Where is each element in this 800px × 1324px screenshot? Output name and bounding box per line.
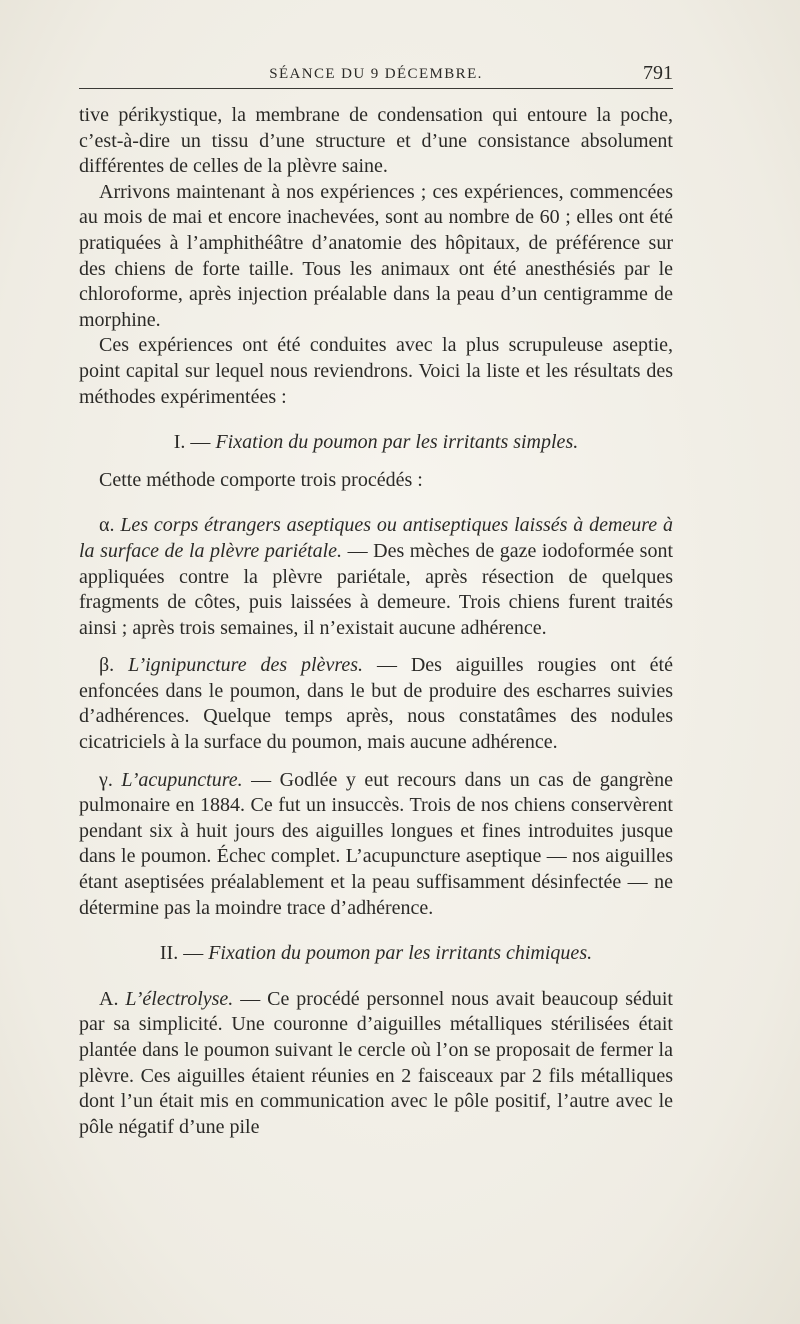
paragraph-asepsis: Ces expériences ont été conduites avec la plus scrupuleuse aseptie, point capital sur lequel nous reviendrons. Voici la liste et les résultats des méthodes expérimentées : bbox=[79, 334, 673, 408]
procedure-alpha-lead: α. bbox=[99, 514, 115, 537]
procedure-beta bbox=[79, 653, 673, 755]
section-heading-1 bbox=[79, 430, 673, 456]
procedure-a-text: — Ce procédé personnel nous avait beaucoup séduit par sa simplicité. Une couronne d’aiguilles métalliques stérilisées était plantée dans le poumon suivant le cercle où l’on se proposait de fermer la plèvre. Ces aiguilles étaient réunies en 2 faisceaux par 2 fils métalliques dont l’un était mis en communication avec le pôle positif, l’autre avec le pôle négatif d’une pile bbox=[79, 987, 673, 1138]
procedure-gamma-title: L’acupuncture. bbox=[121, 768, 243, 791]
procedure-a-lead: A. bbox=[99, 987, 119, 1010]
procedure-alpha bbox=[79, 513, 673, 641]
running-head bbox=[79, 62, 673, 89]
paragraph-method-intro: Cette méthode comporte trois procédés : bbox=[99, 468, 423, 491]
section-1-number: I. — bbox=[173, 431, 211, 454]
paragraph-experiments: Arrivons maintenant à nos expériences ; ces expériences, commencées au mois de mai et encore inachevées, sont au nombre de 60 ; elles ont été pratiquées à l’amphithéâtre d’anatomie des hôpitaux, de préférence sur des chiens de forte taille. Tous les animaux ont été anesthésiés par le chloroforme, après injection préalable dans la peau d’un centigramme de morphine. bbox=[79, 180, 673, 331]
procedure-gamma bbox=[79, 768, 673, 922]
book-page bbox=[79, 62, 673, 1140]
section-1-title: Fixation du poumon par les irritants simples. bbox=[215, 431, 579, 454]
procedure-a-title: L’électrolyse. bbox=[125, 987, 234, 1010]
page-number: 791 bbox=[643, 62, 673, 84]
procedure-beta-title: L’ignipuncture des plèvres. bbox=[128, 654, 364, 677]
procedure-alpha-title: Les corps étrangers aseptiques ou antiseptiques laissés à demeure à la surface de la plèvre pariétale. bbox=[79, 514, 674, 562]
procedure-alpha-text: — Des mèches de gaze iodoformée sont appliquées contre la plèvre pariétale, après résection de quelques fragments de côtes, puis laissées à demeure. Trois chiens furent traités ainsi ; après trois semaines, il n’existait aucune adhérence. bbox=[79, 539, 674, 639]
procedure-gamma-lead: γ. bbox=[99, 768, 113, 791]
running-title: SÉANCE DU 9 DÉCEMBRE. bbox=[269, 66, 483, 82]
section-heading-2 bbox=[79, 941, 673, 967]
procedure-beta-lead: β. bbox=[99, 654, 115, 677]
procedure-a-electrolysis bbox=[79, 987, 673, 1141]
section-2-title: Fixation du poumon par les irritants chimiques. bbox=[208, 942, 593, 965]
paragraph-continuation: tive périkystique, la membrane de condensation qui entoure la poche, c’est-à-dire un tissu d’une structure et d’une consistance absolument différentes de celles de la plèvre saine. bbox=[79, 104, 673, 178]
procedure-beta-text: — Des aiguilles rougies ont été enfoncées dans le poumon, dans le but de produire des escharres suivies d’adhérences. Quelque temps après, nous constatâmes des nodules cicatriciels à la surface du poumon, mais aucune adhérence. bbox=[79, 654, 673, 754]
section-2-number: II. — bbox=[159, 942, 204, 965]
procedure-gamma-text: — Godlée y eut recours dans un cas de gangrène pulmonaire en 1884. Ce fut un insuccès. Trois de nos chiens conservèrent pendant six à huit jours des aiguilles longues et fines introduites jusque dans le poumon. Échec complet. L’acupuncture aseptique — nos aiguilles étant aseptisées préalablement et la peau suffisamment désinfectée — ne détermine pas la moindre trace d’adhérence. bbox=[79, 768, 673, 919]
